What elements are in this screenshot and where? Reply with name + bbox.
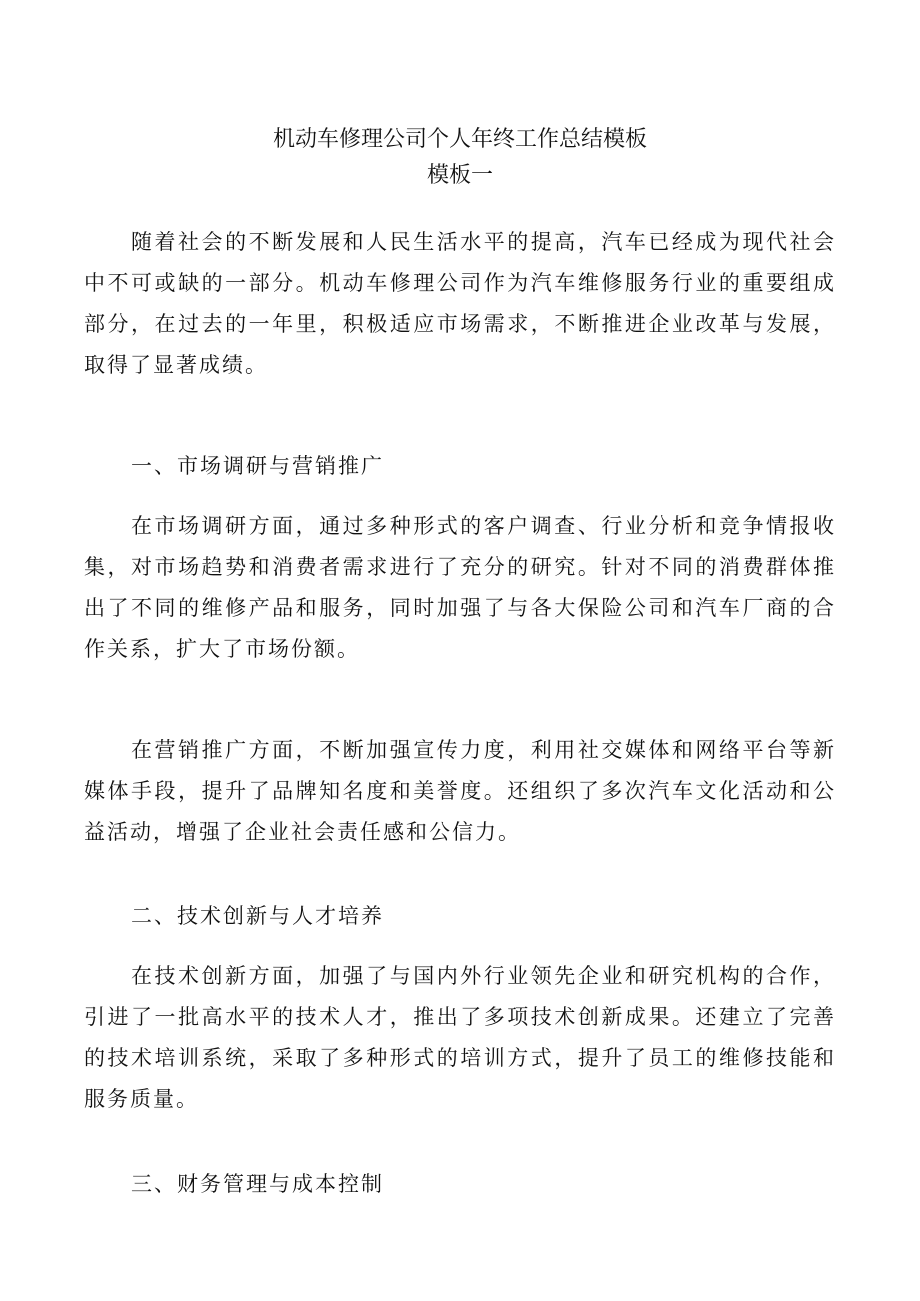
paragraph-intro: 随着社会的不断发展和人民生活水平的提高，汽车已经成为现代社会中不可或缺的一部分。机动车修理公司作为汽车维修服务行业的重要组成部分，在过去的一年里，积极适应市场需求，不断推进企业改革与发展，取得了显著成绩。 [84, 230, 836, 377]
paragraph-market-research: 在市场调研方面，通过多种形式的客户调查、行业分析和竞争情报收集，对市场趋势和消费者需求进行了充分的研究。针对不同的消费群体推出了不同的维修产品和服务，同时加强了与各大保险公司和汽车厂商的合作关系，扩大了市场份额。 [84, 514, 836, 661]
section-heading-market: 一、市场调研与营销推广 [131, 454, 384, 478]
paragraph-technology: 在技术创新方面，加强了与国内外行业领先企业和研究机构的合作，引进了一批高水平的技术人才，推出了多项技术创新成果。还建立了完善的技术培训系统，采取了多种形式的培训方式，提升了员工的维修技能和服务质量。 [84, 964, 836, 1111]
document-subtitle: 模板一 [426, 163, 493, 188]
document-title: 机动车修理公司个人年终工作总结模板 [272, 127, 647, 152]
title-block [0, 122, 920, 194]
section-heading-finance: 三、财务管理与成本控制 [131, 1172, 384, 1196]
section-heading-technology: 二、技术创新与人才培养 [131, 904, 384, 928]
paragraph-marketing: 在营销推广方面，不断加强宣传力度，利用社交媒体和网络平台等新媒体手段，提升了品牌知名度和美誉度。还组织了多次汽车文化活动和公益活动，增强了企业社会责任感和公信力。 [84, 738, 836, 844]
